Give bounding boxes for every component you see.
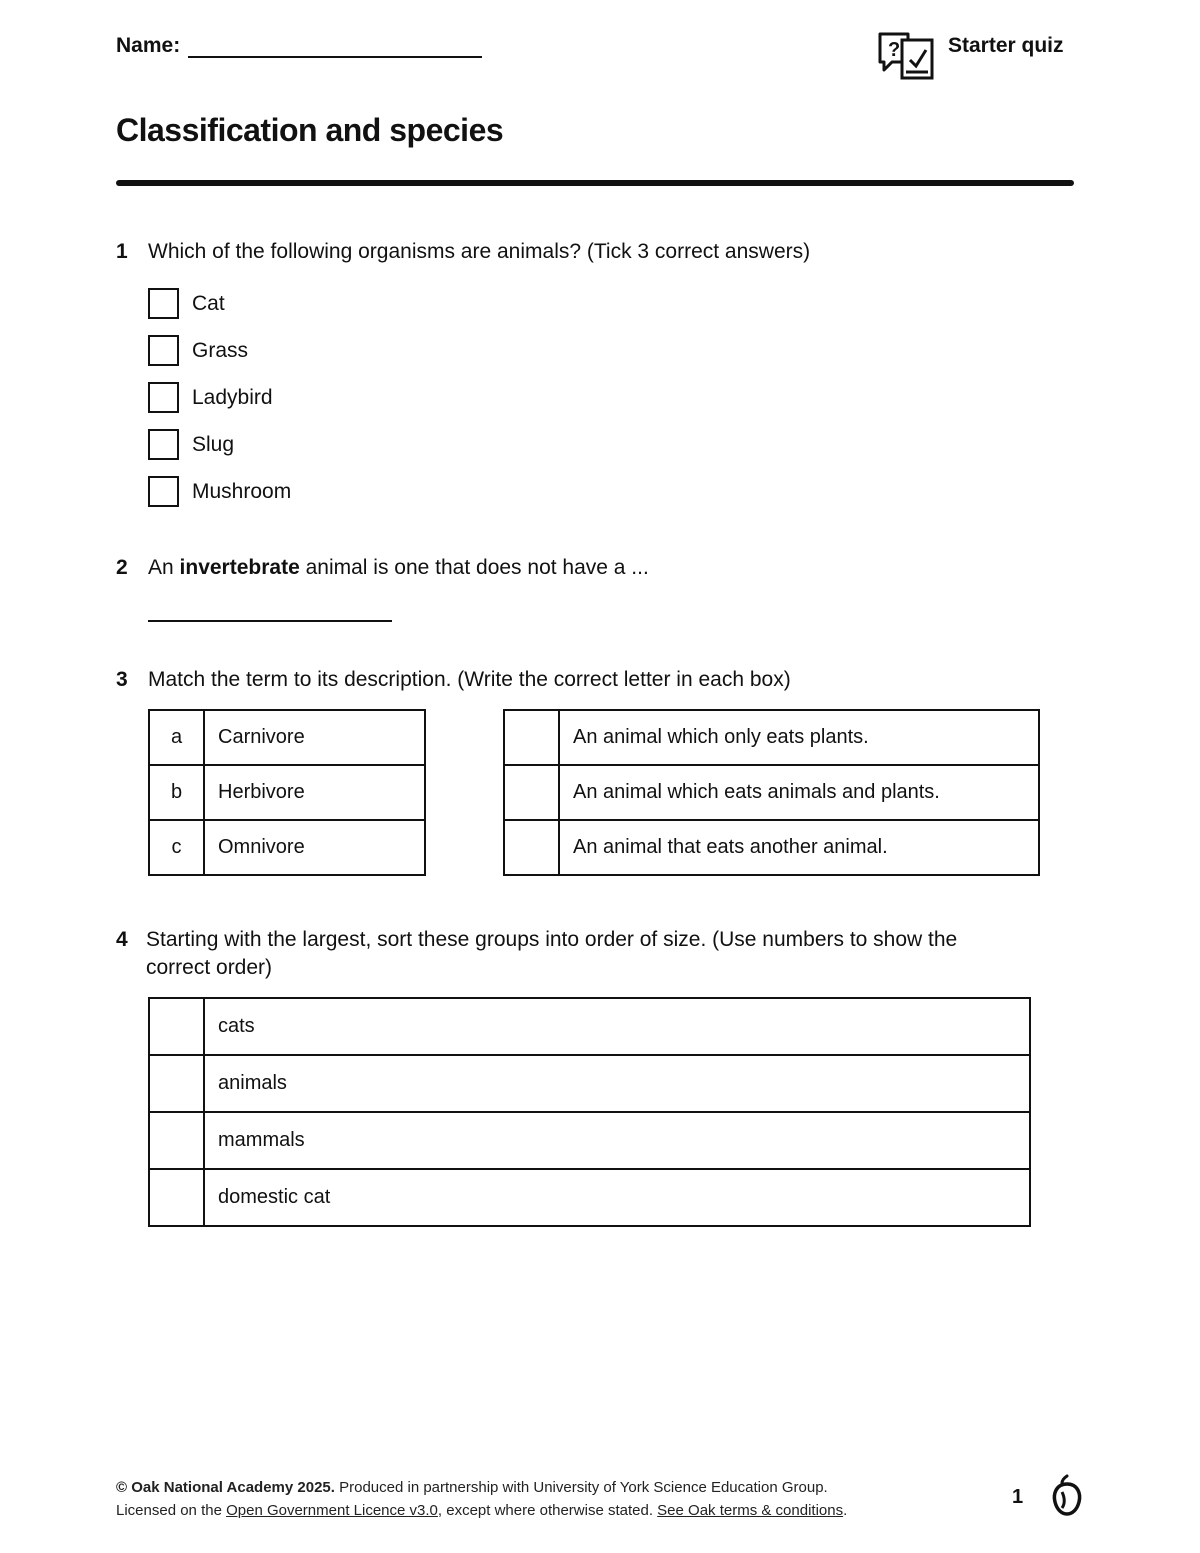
quiz-type-label: Starter quiz — [948, 34, 1064, 57]
checkbox[interactable] — [148, 288, 179, 319]
group-name: domestic cat — [204, 1169, 1030, 1226]
answer-box[interactable] — [504, 820, 559, 875]
checkbox[interactable] — [148, 476, 179, 507]
group-name: animals — [204, 1055, 1030, 1112]
option-slug[interactable] — [148, 429, 234, 460]
option-ladybird[interactable] — [148, 382, 273, 413]
table-row — [504, 820, 1039, 875]
description: An animal which eats animals and plants. — [559, 765, 1039, 820]
term-letter: c — [149, 820, 204, 875]
table-row — [149, 998, 1030, 1055]
order-number-box[interactable] — [149, 1169, 204, 1226]
table-row — [149, 1169, 1030, 1226]
option-cat[interactable] — [148, 288, 225, 319]
question-4-text: Starting with the largest, sort these groups into order of size. (Use numbers to show the — [146, 928, 958, 951]
answer-box[interactable] — [504, 765, 559, 820]
oak-acorn-logo-icon — [1050, 1472, 1084, 1518]
copyright: © Oak National Academy 2025. — [116, 1479, 335, 1496]
terms-link[interactable]: See Oak terms & conditions — [657, 1502, 844, 1519]
footer-text: © Oak National Academy 2025. Produced in partnership with University of York Science Education Group. Licensed on the Open Government Licence v3.0, except where otherwise stated. See Oak terms & conditions. — [116, 1479, 848, 1519]
question-2-text: An invertebrate animal is one that does not have a ... — [148, 556, 649, 579]
quiz-icon — [876, 28, 936, 82]
option-label: Grass — [192, 338, 249, 362]
licence-link[interactable]: Open Government Licence v3.0 — [226, 1502, 438, 1519]
question-3-number: 3 — [116, 668, 128, 691]
table-row — [149, 1055, 1030, 1112]
checkbox[interactable] — [148, 429, 179, 460]
description: An animal that eats another animal. — [559, 820, 1039, 875]
order-number-box[interactable] — [149, 1112, 204, 1169]
terms-table — [148, 709, 426, 876]
table-row — [504, 710, 1039, 765]
option-mushroom[interactable] — [148, 476, 291, 507]
table-row — [149, 820, 425, 875]
description: An animal which only eats plants. — [559, 710, 1039, 765]
term-name: Omnivore — [204, 820, 425, 875]
question-3-text: Match the term to its description. (Write the correct letter in each box) — [148, 668, 791, 691]
page-number: 1 — [1012, 1486, 1024, 1508]
question-4-text-continued: correct order) — [146, 956, 273, 979]
order-number-box[interactable] — [149, 998, 204, 1055]
group-name: mammals — [204, 1112, 1030, 1169]
question-1-number: 1 — [116, 240, 128, 263]
svg-text:?: ? — [888, 39, 901, 61]
option-label: Slug — [192, 432, 235, 456]
question-1-text: Which of the following organisms are animals? (Tick 3 correct answers) — [148, 240, 811, 263]
order-table — [148, 997, 1031, 1227]
option-label: Mushroom — [192, 479, 292, 503]
order-number-box[interactable] — [149, 1055, 204, 1112]
table-row — [504, 765, 1039, 820]
term-letter: b — [149, 765, 204, 820]
name-label: Name: — [116, 34, 181, 57]
table-row — [149, 1112, 1030, 1169]
option-grass[interactable] — [148, 335, 248, 366]
option-label: Cat — [192, 291, 225, 315]
question-4-number: 4 — [116, 928, 128, 951]
answer-box[interactable] — [504, 710, 559, 765]
group-name: cats — [204, 998, 1030, 1055]
term-name: Carnivore — [204, 710, 425, 765]
table-row — [149, 765, 425, 820]
answer-line[interactable] — [148, 620, 392, 622]
descriptions-table — [503, 709, 1040, 876]
option-label: Ladybird — [192, 385, 273, 409]
title-divider — [116, 180, 1074, 186]
page-title: Classification and species — [116, 112, 504, 148]
table-row — [149, 710, 425, 765]
name-input-line[interactable] — [188, 56, 482, 58]
checkbox[interactable] — [148, 335, 179, 366]
checkbox[interactable] — [148, 382, 179, 413]
term-name: Herbivore — [204, 765, 425, 820]
bold-term: invertebrate — [179, 556, 300, 579]
term-letter: a — [149, 710, 204, 765]
question-2-number: 2 — [116, 556, 128, 579]
